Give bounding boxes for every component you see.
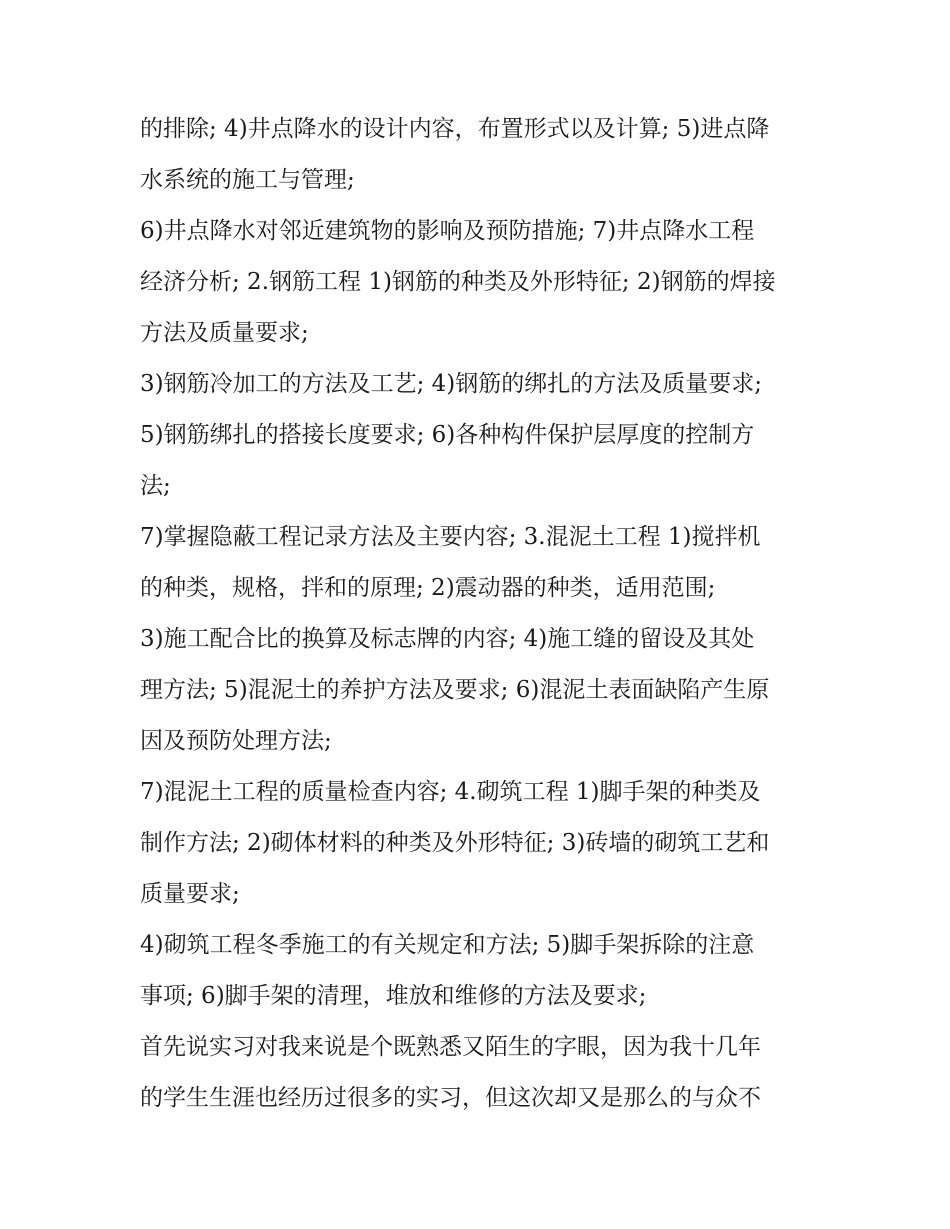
document-body xyxy=(140,104,820,1124)
text-line: 7)掌握隐蔽工程记录方法及主要内容; 3.混泥土工程 1)搅拌机 xyxy=(140,524,761,550)
text-line: 首先说实习对我来说是个既熟悉又陌生的字眼，因为我十几年 xyxy=(140,1034,761,1060)
text-line: 6)井点降水对邻近建筑物的影响及预防措施; 7)井点降水工程 xyxy=(140,218,755,244)
text-line: 制作方法; 2)砌体材料的种类及外形特征; 3)砖墙的砌筑工艺和 xyxy=(140,830,770,856)
text-line: 水系统的施工与管理; xyxy=(140,167,355,193)
text-line: 因及预防处理方法; xyxy=(140,728,332,754)
text-line: 经济分析; 2.钢筋工程 1)钢筋的种类及外形特征; 2)钢筋的焊接 xyxy=(140,269,776,295)
text-line: 4)砌筑工程冬季施工的有关规定和方法; 5)脚手架拆除的注意 xyxy=(140,932,755,958)
text-line: 的种类，规格，拌和的原理; 2)震动器的种类，适用范围; xyxy=(140,575,716,601)
text-line: 3)钢筋冷加工的方法及工艺; 4)钢筋的绑扎的方法及质量要求; xyxy=(140,371,763,397)
text-line: 质量要求; xyxy=(140,881,240,907)
text-line: 理方法; 5)混泥土的养护方法及要求; 6)混泥土表面缺陷产生原 xyxy=(140,677,770,703)
text-line: 事项; 6)脚手架的清理，堆放和维修的方法及要求; xyxy=(140,983,647,1009)
text-line: 3)施工配合比的换算及标志牌的内容; 4)施工缝的留设及其处 xyxy=(140,626,755,652)
text-line: 方法及质量要求; xyxy=(140,320,309,346)
text-line: 法; xyxy=(140,473,171,499)
text-line: 的学生生涯也经历过很多的实习，但这次却又是那么的与众不 xyxy=(140,1085,761,1111)
text-line: 7)混泥土工程的质量检查内容; 4.砌筑工程 1)脚手架的种类及 xyxy=(140,779,761,805)
text-line: 的排除; 4)井点降水的设计内容，布置形式以及计算; 5)进点降 xyxy=(140,116,770,142)
text-line: 5)钢筋绑扎的搭接长度要求; 6)各种构件保护层厚度的控制方 xyxy=(140,422,755,448)
